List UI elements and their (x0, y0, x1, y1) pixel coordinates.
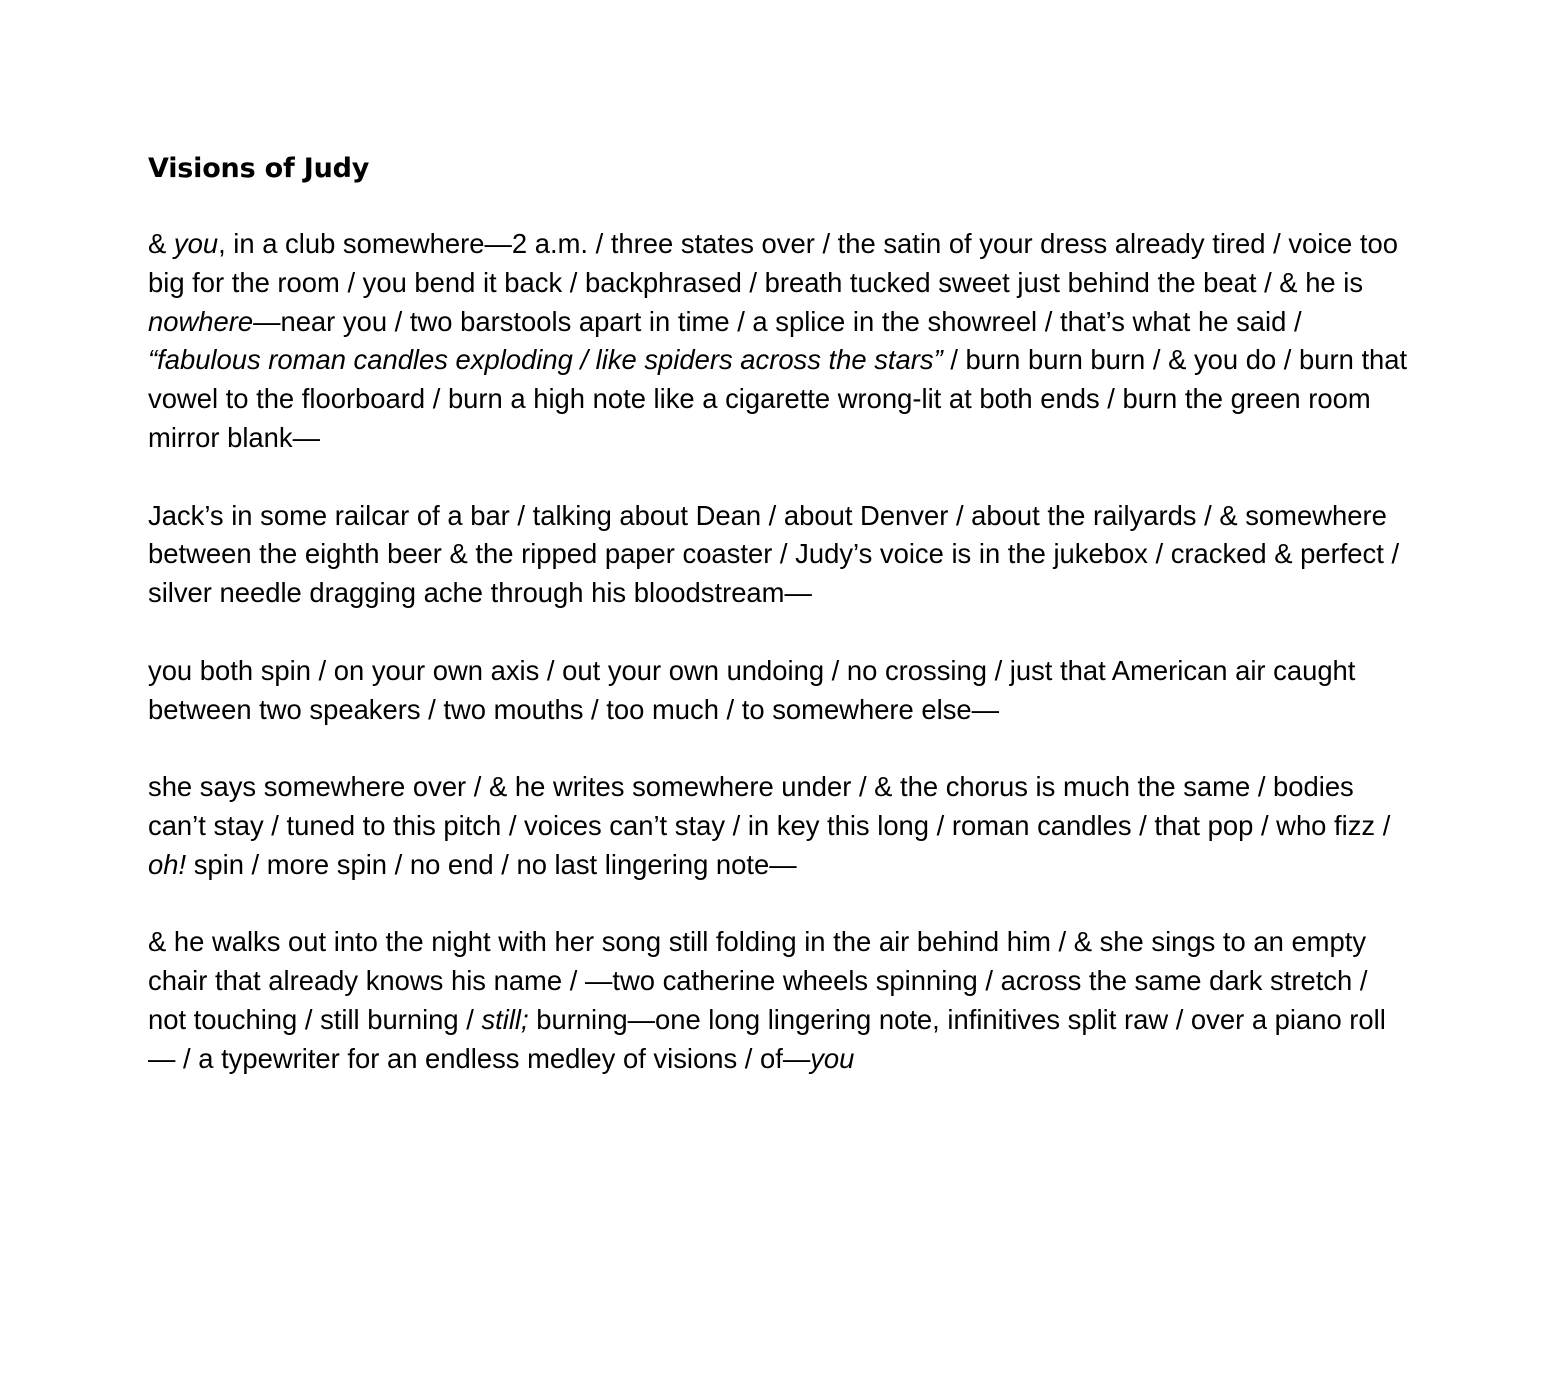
stanza-text: & (148, 228, 174, 259)
stanza-italic-text: still; (481, 1003, 529, 1035)
stanza-text: you both spin / on your own axis / out your own undoing / no crossing / just that American air caught between two speakers / two mouths / too much / to somewhere else— (148, 654, 1356, 725)
stanza-3 (148, 652, 1410, 730)
stanza-italic-text: oh! (148, 848, 187, 880)
poem-title: Visions of Judy (148, 153, 370, 184)
document-body (148, 150, 1410, 1117)
stanza-italic-text: you (173, 228, 219, 259)
stanza-text: burning—one long lingering note, infinitives split raw / over a piano roll — / a typewriter for an endless medley of visions / of— (148, 1003, 1386, 1074)
stanza-2 (148, 497, 1410, 613)
stanza-1 (148, 225, 1410, 458)
stanza-text: , in a club somewhere—2 a.m. / three states over / the satin of your dress already tired / voice too big for the room / you bend it back / backphrased / breath tucked sweet just behind the beat / & he is (148, 228, 1398, 298)
stanza-text: spin / more spin / no end / no last lingering note— (186, 848, 797, 880)
stanza-italic-text: nowhere (148, 305, 254, 337)
stanza-italic-quote: “fabulous roman candles exploding / like spiders across the stars” (148, 344, 943, 376)
stanza-5 (148, 923, 1410, 1078)
stanza-text: —near you / two barstools apart in time / a splice in the showreel / that’s what he said / (253, 305, 1302, 337)
stanza-text: Jack’s in some railcar of a bar / talking about Dean / about Denver / about the railyards / & somewhere between the eighth beer & the ripped paper coaster / Judy’s voice is in the jukebox / cracked & perfect / silver needle dragging ache through his bloodstream— (148, 499, 1400, 609)
stanza-text: she says somewhere over / & he writes somewhere under / & the chorus is much the same / bodies can’t stay / tuned to this pitch / voices can’t stay / in key this long / roman candles / that pop / who fizz / (148, 771, 1391, 841)
stanza-4 (148, 768, 1410, 884)
stanza-text: & he walks out into the night with her song still folding in the air behind him / & she sings to an empty chair that already knows his name / —two catherine wheels spinning / across the same dark stretch / not touching / still burning / (148, 926, 1368, 1035)
stanza-italic-text: you (810, 1042, 855, 1074)
stanza-text: / burn burn burn / & you do / burn that vowel to the floorboard / burn a high note like a cigarette wrong-lit at both ends / burn the green room mirror blank— (148, 344, 1408, 453)
